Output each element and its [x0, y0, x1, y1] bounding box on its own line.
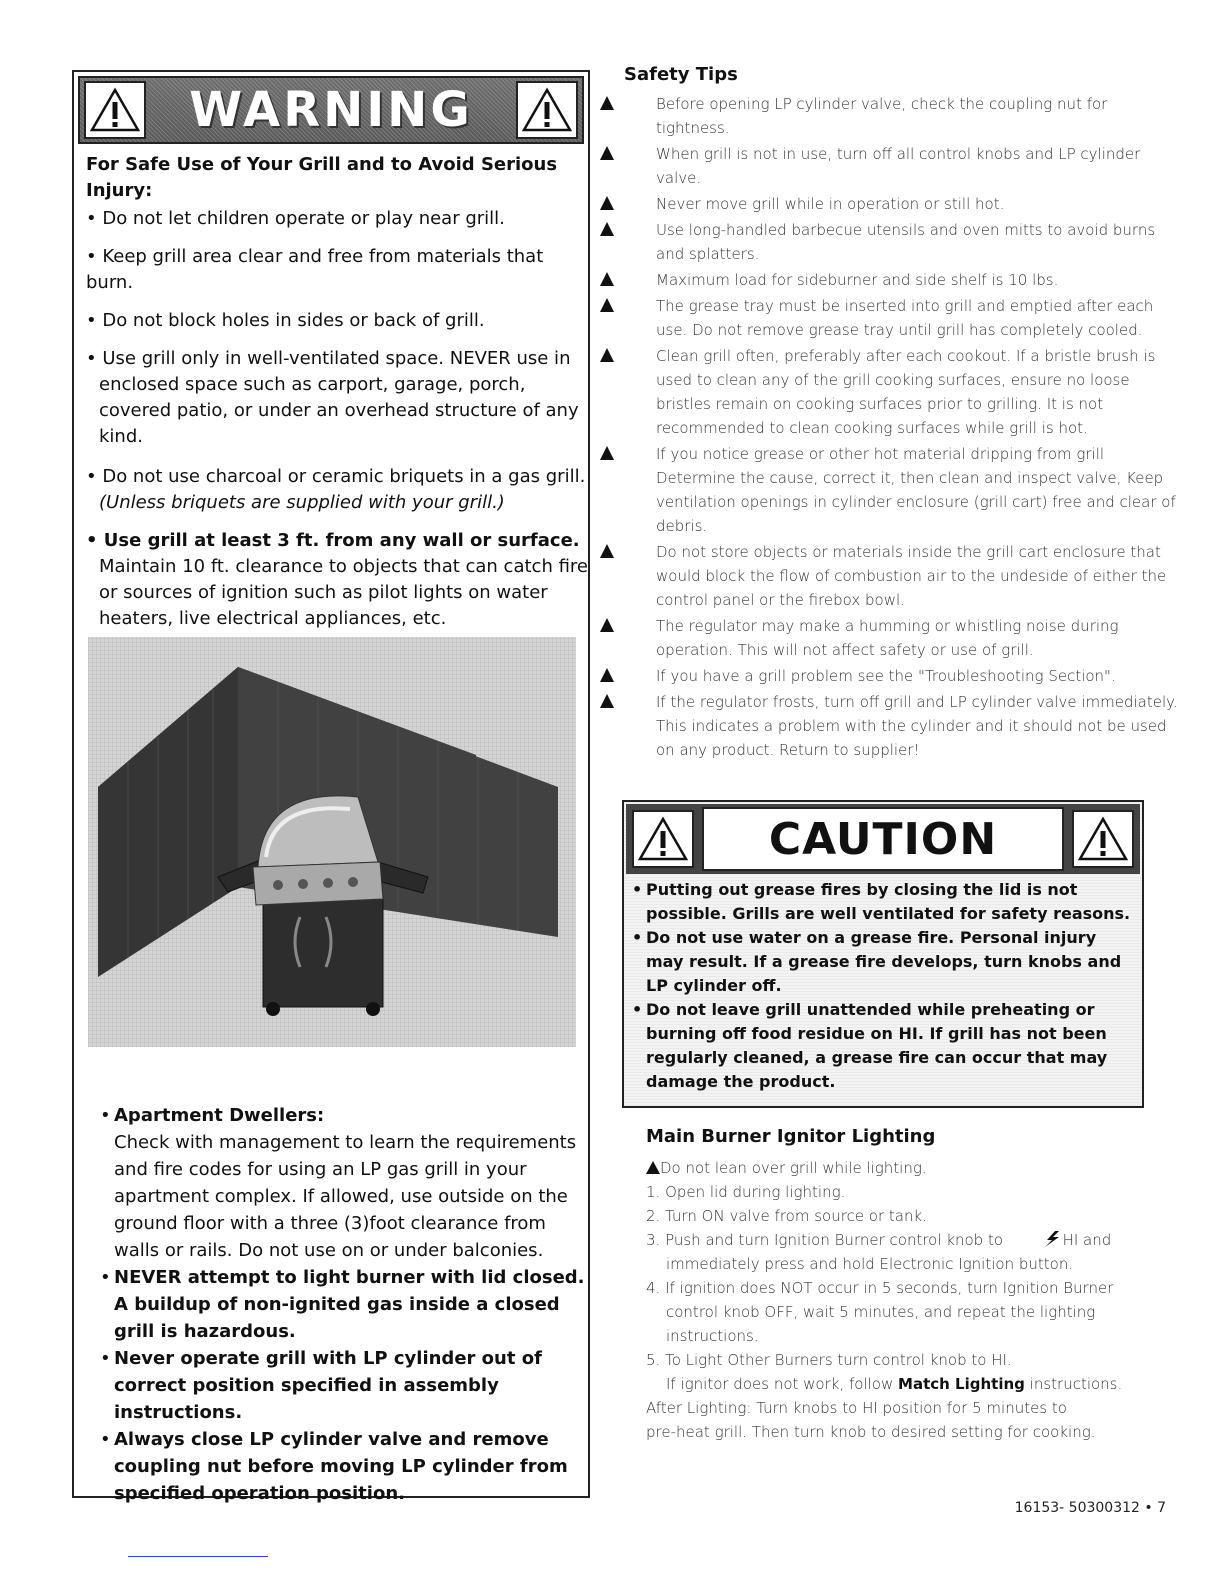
bullet: •	[632, 880, 643, 899]
bullet-triangle-icon	[600, 222, 614, 236]
bold-warning-text: Never operate grill with LP cylinder out of correct position specified in assembly instructions.	[114, 1348, 542, 1423]
bullet-triangle-icon	[600, 446, 614, 460]
burner-step: After Lighting: Turn knobs to HI position for 5 minutes to	[646, 1399, 1067, 1417]
caution-triangle-icon	[632, 810, 694, 868]
caution-item	[632, 998, 1138, 1094]
bottom-rule	[128, 1556, 268, 1557]
warning-heading: For Safe Use of Your Grill and to Avoid Serious Injury:	[86, 154, 558, 201]
caution-triangle-icon	[1072, 810, 1134, 868]
caution-item	[632, 878, 1138, 926]
grill-clearance-illustration	[88, 637, 576, 1047]
caution-item-text: Do not use water on a grease fire. Personal injury may result. If a grease fire develops, turn knobs and LP cylinder off.	[646, 928, 1122, 995]
safety-tip	[600, 294, 1182, 342]
safety-tip	[600, 92, 1182, 140]
bold-warning-item	[100, 1426, 586, 1507]
caution-title-frame	[702, 807, 1064, 871]
safety-tips-title: Safety Tips	[624, 64, 738, 85]
safety-tip-text: The regulator may make a humming or whistling noise during operation. This will not affect safety or use of grill.	[656, 617, 1119, 659]
safety-tip	[600, 218, 1182, 266]
safety-tip-text: When grill is not in use, turn off all control knobs and LP cylinder valve.	[656, 145, 1141, 187]
burner-step: pre-heat grill. Then turn knob to desired setting for cooking.	[646, 1423, 1096, 1441]
bullet-triangle-icon	[600, 196, 614, 210]
safety-tip-text: If the regulator frosts, turn off grill and LP cylinder valve immediately. This indicates a problem with the cylinder and it should not be used on any product. Return to supplier!	[656, 693, 1178, 759]
bullet: •	[632, 1000, 643, 1019]
burner-step: 4. If ignition does NOT occur in 5 seconds, turn Ignition Burner	[646, 1279, 1114, 1297]
burner-step	[646, 1228, 1166, 1252]
caution-item	[632, 926, 1138, 998]
bullet: •	[100, 1267, 111, 1288]
safety-tip-text: Do not store objects or materials inside the grill cart enclosure that would block the flow of combustion air to the undeside of either the control panel or the firebox bowl.	[656, 543, 1167, 609]
safety-tip-text: Use long-handled barbecue utensils and oven mitts to avoid burns and splatters.	[656, 221, 1156, 263]
warning-item	[86, 528, 593, 632]
burner-step-text: HI and	[1062, 1231, 1112, 1249]
warning-item: • Do not block holes in sides or back of grill.	[86, 310, 485, 331]
bullet-triangle-icon	[600, 348, 614, 362]
burner-step: 1. Open lid during lighting.	[646, 1183, 846, 1201]
bullet: •	[100, 1348, 111, 1369]
bullet-triangle-icon	[600, 298, 614, 312]
safety-tip-text: Never move grill while in operation or still hot.	[656, 195, 1005, 213]
warning-triangle-icon	[84, 81, 146, 139]
safety-tip	[600, 690, 1182, 762]
safety-tip	[600, 664, 1182, 688]
safety-tip-text: The grease tray must be inserted into grill and emptied after each use. Do not remove grease tray until grill has completely cooled.	[656, 297, 1154, 339]
warning-item	[86, 464, 593, 516]
safety-tip-text: Clean grill often, preferably after each cookout. If a bristle brush is used to clean any of the grill cooking surfaces, ensure no loose bristles remain on cooking surfaces prior to grilling. It is not recommended to clean cooking surfaces while grill is hot.	[656, 347, 1156, 437]
warning-item-bold: • Use grill at least 3 ft. from any wall or surface.	[86, 530, 580, 551]
warning-banner	[78, 76, 584, 144]
safety-tip	[600, 442, 1182, 538]
burner-step	[646, 1372, 1166, 1396]
safety-tip	[600, 142, 1182, 190]
caution-item-text: Do not leave grill unattended while preheating or burning off food residue on HI. If grill has not been regularly cleaned, a grease fire can occur that may damage the product.	[646, 1000, 1108, 1091]
burner-step: immediately press and hold Electronic Ignition button.	[666, 1255, 1074, 1273]
burner-instructions	[646, 1156, 1166, 1444]
warning-item-text: Maintain 10 ft. clearance to objects that can catch fire or sources of ignition such as pilot lights on water heaters, live electrical appliances, etc.	[99, 556, 588, 629]
caution-banner	[626, 804, 1140, 874]
burner-step: 2. Turn ON valve from source or tank.	[646, 1207, 927, 1225]
page-footer: 16153- 50300312 • 7	[1014, 1500, 1166, 1516]
bullet-triangle-icon	[600, 618, 614, 632]
warning-item-note: (Unless briquets are supplied with your grill.)	[99, 492, 505, 513]
caution-item-text: Putting out grease fires by closing the lid is not possible. Grills are well ventilated for safety reasons.	[646, 880, 1131, 923]
burner-step-text: 3. Push and turn Ignition Burner control knob to	[646, 1231, 1003, 1249]
ignition-spark-icon	[1043, 1231, 1063, 1247]
caution-box	[622, 800, 1144, 1108]
safety-tip-text: If you have a grill problem see the "Troubleshooting Section".	[656, 667, 1116, 685]
warning-item-text: • Do not use charcoal or ceramic briquets in a gas grill.	[86, 466, 586, 487]
warning-item: • Do not let children operate or play near grill.	[86, 208, 505, 229]
apartment-title: Apartment Dwellers:	[114, 1105, 325, 1126]
warning-triangle-icon	[516, 81, 578, 139]
safety-tip	[600, 614, 1182, 662]
bullet: •	[100, 1105, 111, 1126]
apartment-list	[100, 1102, 586, 1507]
safety-tip	[600, 540, 1182, 612]
bullet: •	[100, 1429, 111, 1450]
safety-tip	[600, 268, 1182, 292]
burner-warning	[646, 1156, 1166, 1180]
burner-step-text: If ignitor does not work, follow	[666, 1375, 894, 1393]
bold-warning-text: NEVER attempt to light burner with lid closed. A buildup of non-ignited gas inside a closed grill is hazardous.	[114, 1267, 585, 1342]
bold-warning-item	[100, 1345, 586, 1426]
match-lighting-ref: Match Lighting	[898, 1375, 1025, 1393]
burner-step: 5. To Light Other Burners turn control knob to HI.	[646, 1351, 1012, 1369]
safety-tip	[600, 192, 1182, 216]
burner-step: control knob OFF, wait 5 minutes, and repeat the lighting	[666, 1303, 1096, 1321]
bullet-triangle-icon	[600, 668, 614, 682]
warning-title: WARNING	[189, 82, 473, 138]
burner-title: Main Burner Ignitor Lighting	[646, 1126, 936, 1147]
safety-tips-list	[600, 92, 1182, 764]
bold-warning-text: Always close LP cylinder valve and remove coupling nut before moving LP cylinder from specified operation position.	[114, 1429, 568, 1504]
safety-tip	[600, 344, 1182, 440]
safety-tip-text: Before opening LP cylinder valve, check the coupling nut for tightness.	[656, 95, 1108, 137]
caution-items	[632, 878, 1138, 1094]
warning-box	[72, 70, 590, 1504]
safety-tip-text: Maximum load for sideburner and side shelf is 10 lbs.	[656, 271, 1059, 289]
bullet: •	[632, 928, 643, 947]
bullet-triangle-icon	[600, 96, 614, 110]
safety-tip-text: If you notice grease or other hot material dripping from grill Determine the cause, correct it, then clean and inspect valve, Keep ventilation openings in cylinder enclosure (grill cart) free and clear of debris.	[656, 445, 1176, 535]
caution-title: CAUTION	[768, 813, 998, 865]
burner-warning-text: Do not lean over grill while lighting.	[660, 1159, 927, 1177]
burner-step-text: instructions.	[1029, 1375, 1123, 1393]
bold-warning-item	[100, 1264, 586, 1345]
warning-item: • Use grill only in well-ventilated space. NEVER use in enclosed space such as carport, garage, porch, covered patio, or under an overhead structure of any kind.	[86, 348, 579, 447]
warning-item: • Keep grill area clear and free from materials that burn.	[86, 246, 544, 293]
warning-triangle-icon	[646, 1161, 660, 1174]
burner-step: instructions.	[666, 1327, 759, 1345]
bullet-triangle-icon	[600, 272, 614, 286]
bullet-triangle-icon	[600, 694, 614, 708]
bullet-triangle-icon	[600, 146, 614, 160]
apartment-dwellers	[100, 1102, 586, 1264]
bullet-triangle-icon	[600, 544, 614, 558]
apartment-text: Check with management to learn the requirements and fire codes for using an LP gas grill in your apartment complex. If allowed, use outside on the ground floor with a three (3)foot clearance from walls or rails. Do not use on or under balconies.	[114, 1132, 577, 1261]
